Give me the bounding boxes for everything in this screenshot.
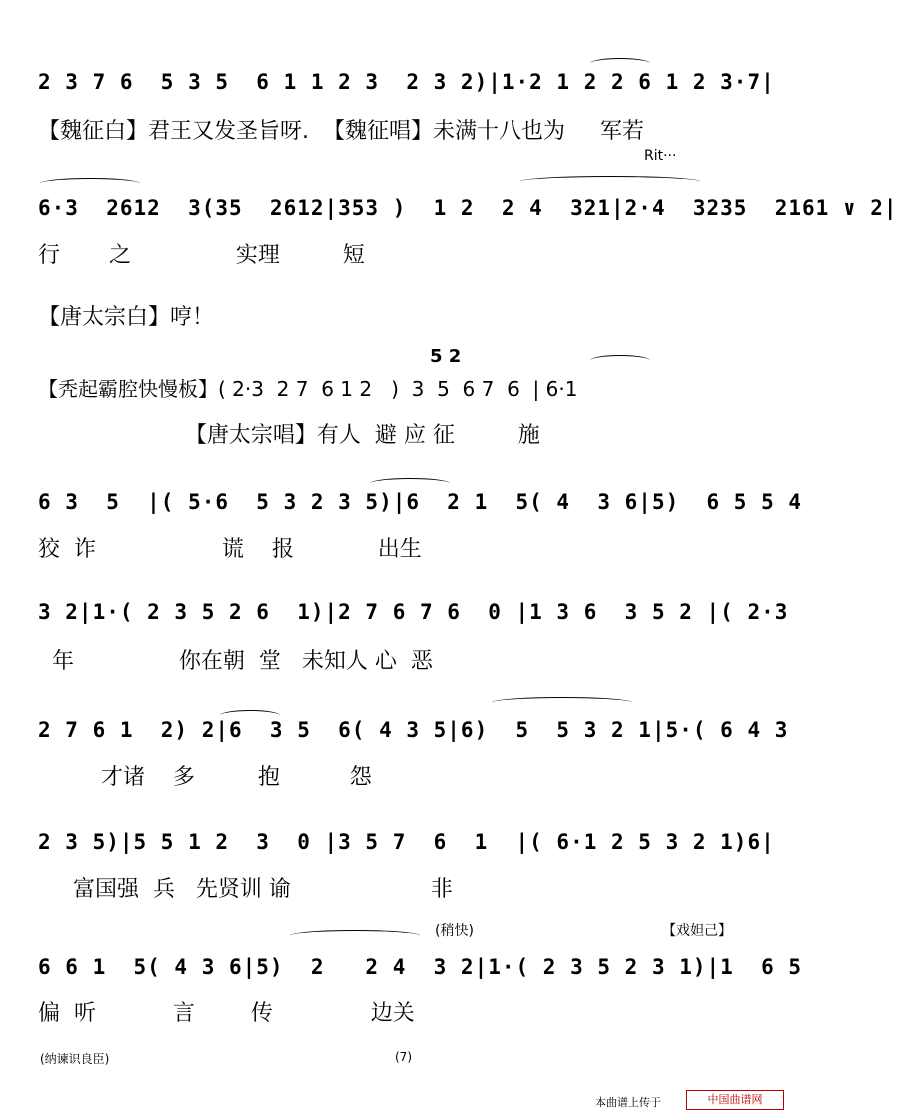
score-row-4-notes: 【秃起霸腔快慢板】( 2·3 2 7 6 1 2 ) 3 5 6 7 6 | 6·1 (38, 377, 578, 401)
page-number: (7) (395, 1050, 412, 1064)
score-row-4-lyrics: 【唐太宗唱】有人 避 应 征 施 (38, 423, 540, 448)
score-row-9-lyrics: 偏 听 言 传 边关 (38, 1001, 415, 1026)
slur-mark (370, 478, 450, 489)
score-row-7-lyrics: 才诸 多 抱 怨 (38, 765, 372, 790)
slur-mark (40, 178, 140, 189)
slur-mark (590, 58, 650, 69)
score-row-6-lyrics: 年 你在朝 堂 未知人 心 恶 (38, 649, 433, 674)
footer-title: (纳谏识良臣) (40, 1052, 110, 1066)
score-row-1-lyrics: 【魏征白】君王又发圣旨呀. 【魏征唱】未满十八也为 军若 (38, 119, 644, 144)
section-annotation: 【戏妲己】 (662, 923, 732, 939)
slur-mark (590, 355, 650, 366)
score-row-8-lyrics: 富国强 兵 先贤训 谕 非 (38, 877, 453, 902)
score-row-5-notes: 6 3 5 |( 5·6 5 3 2 3 5)|6 2 1 5( 4 3 6|5) 6 5 5 4 (38, 490, 803, 514)
score-row-1-notes: 2 3 7 6 5 3 5 6 1 1 2 3 2 3 2)|1·2 1 2 2 6 1 2 3·7| (38, 70, 775, 94)
ritardando-annotation: Rit··· (644, 148, 677, 164)
row-4-upper-notes: 5 2 (430, 346, 462, 367)
upload-note: 本曲谱上传于 (595, 1096, 661, 1109)
site-logo: 中国曲谱网 (686, 1090, 784, 1110)
score-row-9-notes: 6 6 1 5( 4 3 6|5) 2 2 4 3 2|1·( 2 3 5 2 3 1)|1 6 5 (38, 955, 803, 979)
slur-mark (290, 930, 420, 941)
score-row-2-notes: 6·3 2612 3(35 2612|353 ) 1 2 2 4 321|2·4 3235 2161 ∨ 2| (38, 196, 898, 220)
slur-mark (220, 710, 280, 721)
score-row-2-lyrics: 行 之 实理 短 (38, 243, 365, 268)
tempo-annotation: (稍快) (435, 923, 474, 939)
slur-mark (492, 697, 632, 708)
score-row-3-spoken: 【唐太宗白】哼！ (38, 305, 215, 330)
score-row-7-notes: 2 7 6 1 2) 2|6 3 5 6( 4 3 5|6) 5 5 3 2 1|5·( 6 4 3 (38, 718, 789, 742)
score-row-8-notes: 2 3 5)|5 5 1 2 3 0 |3 5 7 6 1 |( 6·1 2 5 3 2 1)6| (38, 830, 775, 854)
score-row-6-notes: 3 2|1·( 2 3 5 2 6 1)|2 7 6 7 6 0 |1 3 6 3 5 2 |( 2·3 (38, 600, 789, 624)
score-row-5-lyrics: 狡 诈 谎 报 出生 (38, 537, 422, 562)
slur-mark (520, 176, 700, 187)
